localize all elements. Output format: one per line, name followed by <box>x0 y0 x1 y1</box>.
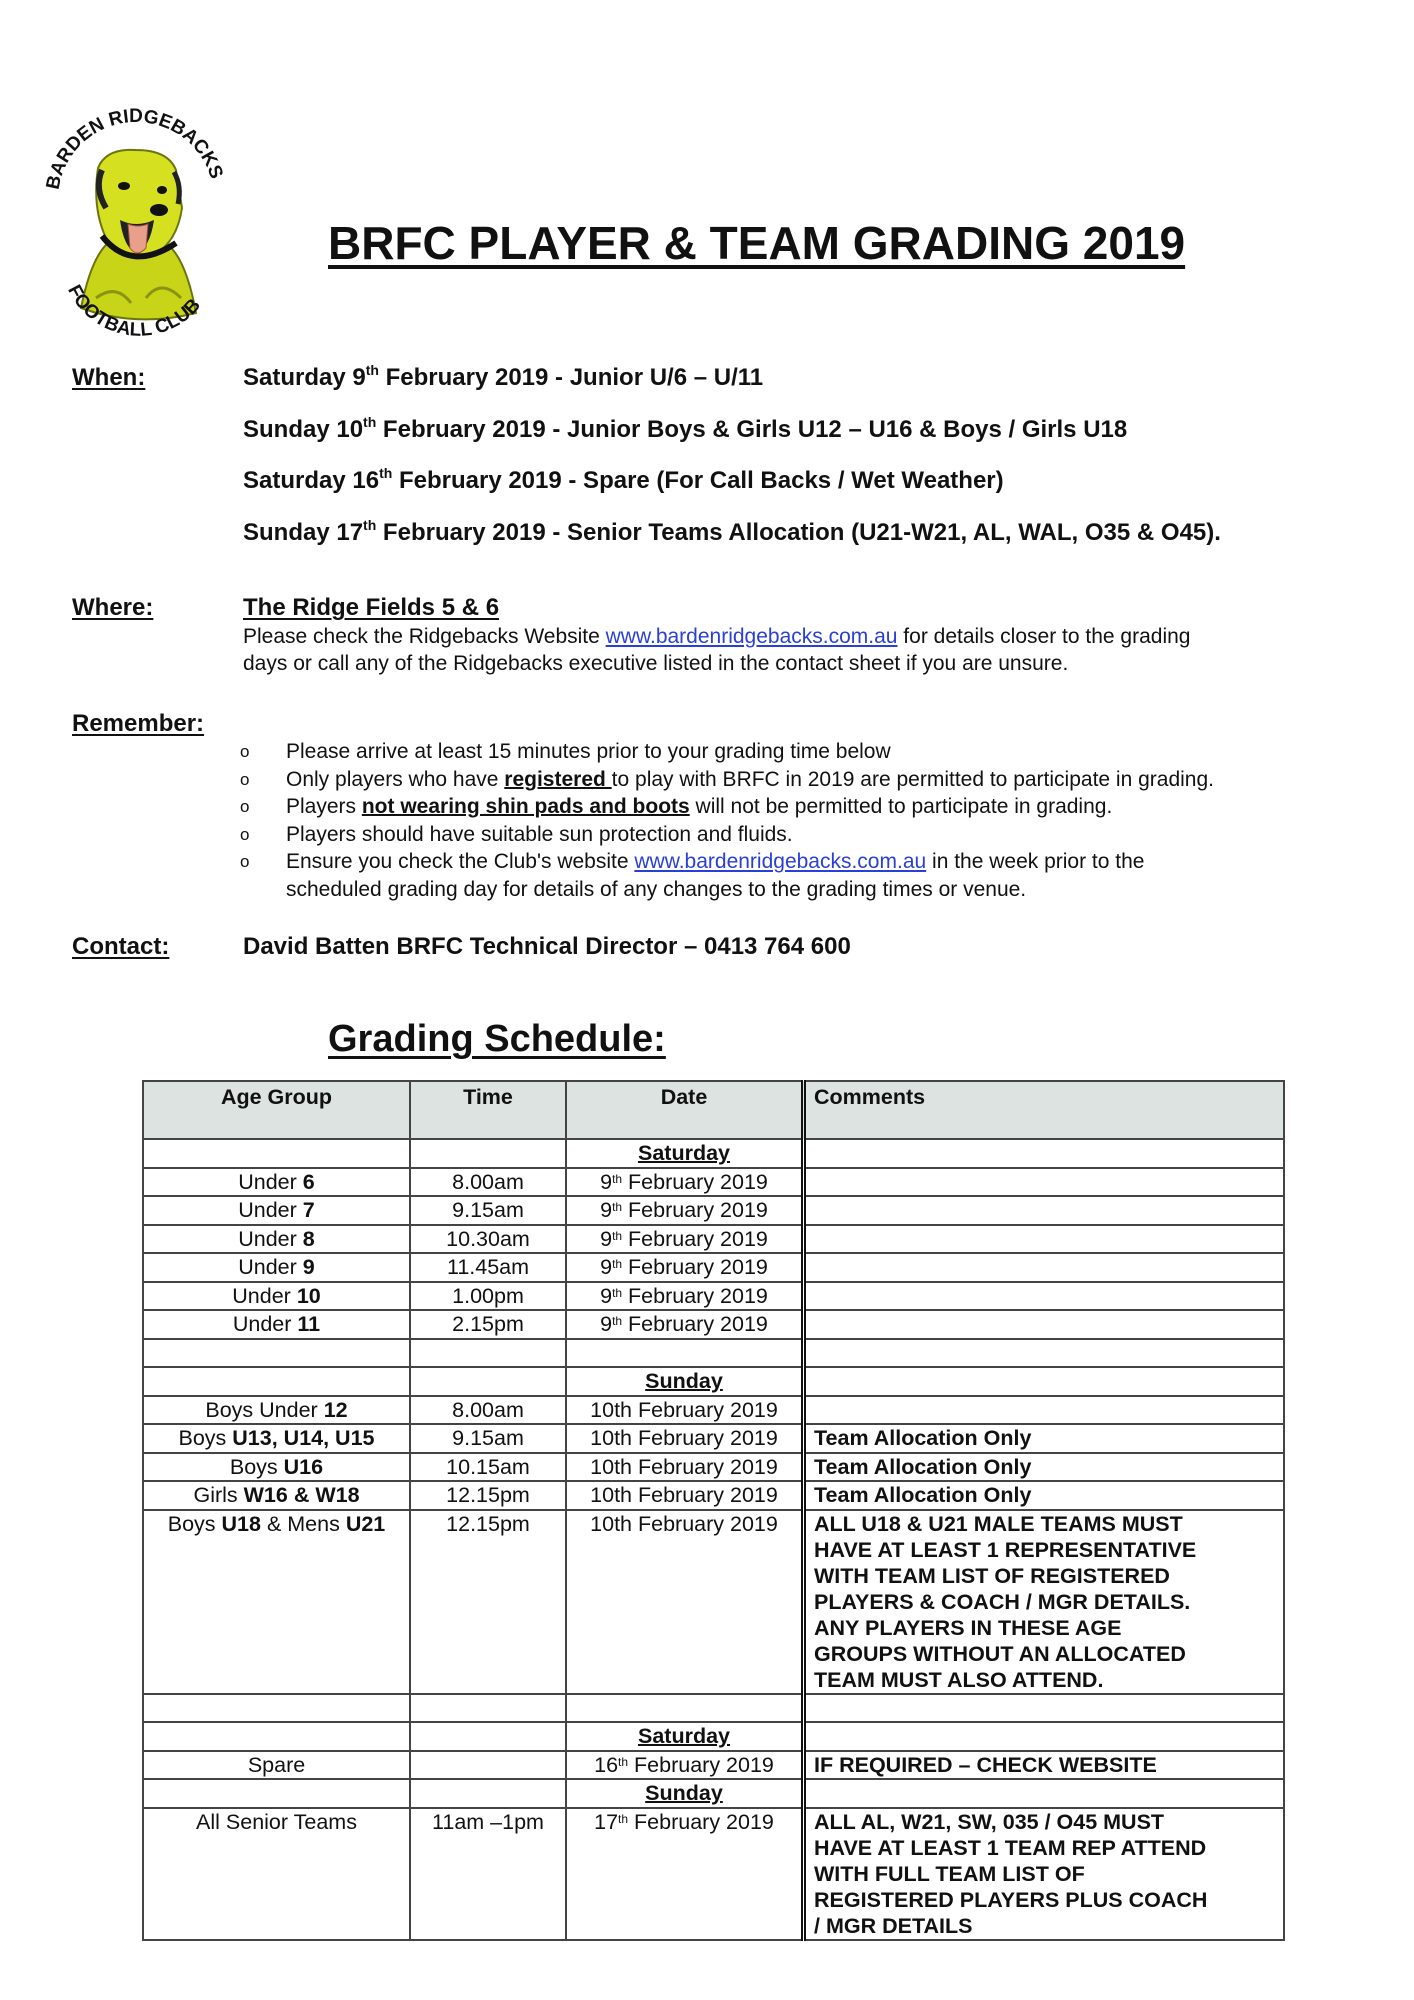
ridgeback-dog-icon <box>36 108 236 348</box>
comment-cell: Team Allocation Only <box>804 1453 1285 1482</box>
comment-cell <box>804 1396 1285 1425</box>
comment-cell <box>804 1168 1285 1197</box>
time-cell: 12.15pm <box>410 1481 566 1510</box>
age-group-cell: Girls W16 & W18 <box>143 1481 410 1510</box>
date-cell: 9th February 2019 <box>566 1310 804 1339</box>
table-row <box>143 1168 1284 1197</box>
table-row-day-header <box>143 1367 1284 1396</box>
date-cell: 16th February 2019 <box>566 1751 804 1780</box>
age-group-cell: Boys Under 12 <box>143 1396 410 1425</box>
table-row <box>143 1510 1284 1694</box>
col-header-comments: Comments <box>804 1081 1285 1139</box>
col-header-time: Time <box>410 1081 566 1139</box>
day-label: Saturday <box>637 1141 730 1165</box>
age-group-cell: Boys U16 <box>143 1453 410 1482</box>
comment-cell: ALL U18 & U21 MALE TEAMS MUST HAVE AT LEAST 1 REPRESENTATIVE WITH TEAM LIST OF REGISTERED PLAYERS & COACH / MGR DETAILS. ANY PLAYERS IN THESE AGE GROUPS WITHOUT AN ALLOCATED TEAM MUST ALSO ATTEND. <box>804 1510 1285 1694</box>
when-line-4: Sunday 17th February 2019 - Senior Teams Allocation (U21-W21, AL, WAL, O35 & O45). <box>243 517 1221 546</box>
age-group-cell: Spare <box>143 1751 410 1780</box>
where-info-line-1: Please check the Ridgebacks Website www.bardenridgebacks.com.au for details closer to the grading <box>243 625 1191 648</box>
list-item: o Only players who have registered to play with BRFC in 2019 are permitted to participate in grading. <box>240 766 1214 794</box>
contact-details: David Batten BRFC Technical Director – 0413 764 600 <box>243 933 851 960</box>
age-group-cell: Under 9 <box>143 1253 410 1282</box>
date-cell: 10th February 2019 <box>566 1510 804 1694</box>
page-title: BRFC PLAYER & TEAM GRADING 2019 <box>328 217 1186 269</box>
comment-cell <box>804 1282 1285 1311</box>
when-line-1: Saturday 9th February 2019 - Junior U/6 – U/11 <box>243 362 764 391</box>
website-link[interactable]: www.bardenridgebacks.com.au <box>605 625 898 648</box>
date-cell: 10th February 2019 <box>566 1424 804 1453</box>
svg-text:BARDEN RIDGEBACKS: BARDEN RIDGEBACKS <box>42 108 227 192</box>
comment-cell: ALL AL, W21, SW, 035 / O45 MUST HAVE AT LEAST 1 TEAM REP ATTEND WITH FULL TEAM LIST OF REGISTERED PLAYERS PLUS COACH / MGR DETAILS <box>804 1808 1285 1940</box>
table-row-blank <box>143 1339 1284 1368</box>
when-label: When: <box>72 364 146 391</box>
day-label: Saturday <box>637 1724 730 1748</box>
day-label: Sunday <box>645 1369 723 1393</box>
bullet-icon: o <box>240 852 250 871</box>
table-row <box>143 1282 1284 1311</box>
remember-list <box>240 738 1214 903</box>
list-item: o Ensure you check the Club's website www.bardenridgebacks.com.au in the week prior to the scheduled grading day for details of any changes to the grading times or venue. <box>240 850 1145 901</box>
time-cell: 12.15pm <box>410 1510 566 1694</box>
age-group-cell: Under 6 <box>143 1168 410 1197</box>
table-row-day-header <box>143 1779 1284 1808</box>
table-row-blank <box>143 1694 1284 1723</box>
table-row <box>143 1253 1284 1282</box>
date-cell: 10th February 2019 <box>566 1396 804 1425</box>
date-cell: 9th February 2019 <box>566 1168 804 1197</box>
date-cell: 9th February 2019 <box>566 1196 804 1225</box>
date-cell: 17th February 2019 <box>566 1808 804 1940</box>
age-group-cell: Boys U13, U14, U15 <box>143 1424 410 1453</box>
table-row-day-header <box>143 1139 1284 1168</box>
table-row <box>143 1481 1284 1510</box>
club-logo <box>36 108 236 348</box>
comment-cell <box>804 1225 1285 1254</box>
website-link[interactable]: www.bardenridgebacks.com.au <box>634 850 927 873</box>
comment-cell: IF REQUIRED – CHECK WEBSITE <box>804 1751 1285 1780</box>
where-info-line-2: days or call any of the Ridgebacks executive listed in the contact sheet if you are unsure. <box>243 652 1069 675</box>
time-cell: 10.30am <box>410 1225 566 1254</box>
age-group-cell: Under 10 <box>143 1282 410 1311</box>
comment-cell <box>804 1310 1285 1339</box>
time-cell: 9.15am <box>410 1424 566 1453</box>
table-row <box>143 1196 1284 1225</box>
date-cell: 9th February 2019 <box>566 1225 804 1254</box>
list-item: o Please arrive at least 15 minutes prior to your grading time below <box>240 738 1214 766</box>
comment-cell: Team Allocation Only <box>804 1424 1285 1453</box>
col-header-age-group: Age Group <box>143 1081 410 1139</box>
table-row <box>143 1225 1284 1254</box>
day-label: Sunday <box>645 1781 723 1805</box>
time-cell: 11.45am <box>410 1253 566 1282</box>
time-cell: 9.15am <box>410 1196 566 1225</box>
bullet-icon: o <box>240 824 250 844</box>
comment-cell: Team Allocation Only <box>804 1481 1285 1510</box>
list-item: o Players should have suitable sun protection and fluids. <box>240 821 1214 849</box>
time-cell: 1.00pm <box>410 1282 566 1311</box>
when-line-2: Sunday 10th February 2019 - Junior Boys & Girls U12 – U16 & Boys / Girls U18 <box>243 414 1128 443</box>
time-cell: 8.00am <box>410 1168 566 1197</box>
age-group-cell: Under 8 <box>143 1225 410 1254</box>
table-row <box>143 1396 1284 1425</box>
age-group-cell: Under 7 <box>143 1196 410 1225</box>
date-cell: 10th February 2019 <box>566 1453 804 1482</box>
age-group-cell: All Senior Teams <box>143 1808 410 1940</box>
age-group-cell: Boys U18 & Mens U21 <box>143 1510 410 1694</box>
bullet-icon: o <box>240 797 250 816</box>
when-line-3: Saturday 16th February 2019 - Spare (For Call Backs / Wet Weather) <box>243 465 1004 494</box>
where-label: Where: <box>72 594 154 621</box>
time-cell: 2.15pm <box>410 1310 566 1339</box>
bullet-icon: o <box>240 742 250 761</box>
time-cell: 8.00am <box>410 1396 566 1425</box>
date-cell: 10th February 2019 <box>566 1481 804 1510</box>
table-row <box>143 1453 1284 1482</box>
time-cell: 10.15am <box>410 1453 566 1482</box>
table-row <box>143 1310 1284 1339</box>
comment-cell <box>804 1196 1285 1225</box>
schedule-title: Grading Schedule: <box>328 1018 666 1060</box>
time-cell <box>410 1751 566 1780</box>
table-row <box>143 1808 1284 1940</box>
table-header-row <box>143 1081 1284 1139</box>
bullet-icon: o <box>240 769 250 789</box>
grading-schedule-table <box>142 1080 1285 1941</box>
age-group-cell: Under 11 <box>143 1310 410 1339</box>
contact-label: Contact: <box>72 933 170 960</box>
comment-cell <box>804 1253 1285 1282</box>
list-item: o Players not wearing shin pads and boots will not be permitted to participate in grading. <box>240 793 1214 821</box>
col-header-date: Date <box>566 1081 804 1139</box>
date-cell: 9th February 2019 <box>566 1253 804 1282</box>
table-row <box>143 1424 1284 1453</box>
svg-text:FOOTBALL CLUB: FOOTBALL CLUB <box>63 281 205 341</box>
table-row <box>143 1751 1284 1780</box>
remember-label: Remember: <box>72 710 205 737</box>
date-cell: 9th February 2019 <box>566 1282 804 1311</box>
table-row-day-header <box>143 1722 1284 1751</box>
time-cell: 11am –1pm <box>410 1808 566 1940</box>
venue-name: The Ridge Fields 5 & 6 <box>243 594 500 621</box>
